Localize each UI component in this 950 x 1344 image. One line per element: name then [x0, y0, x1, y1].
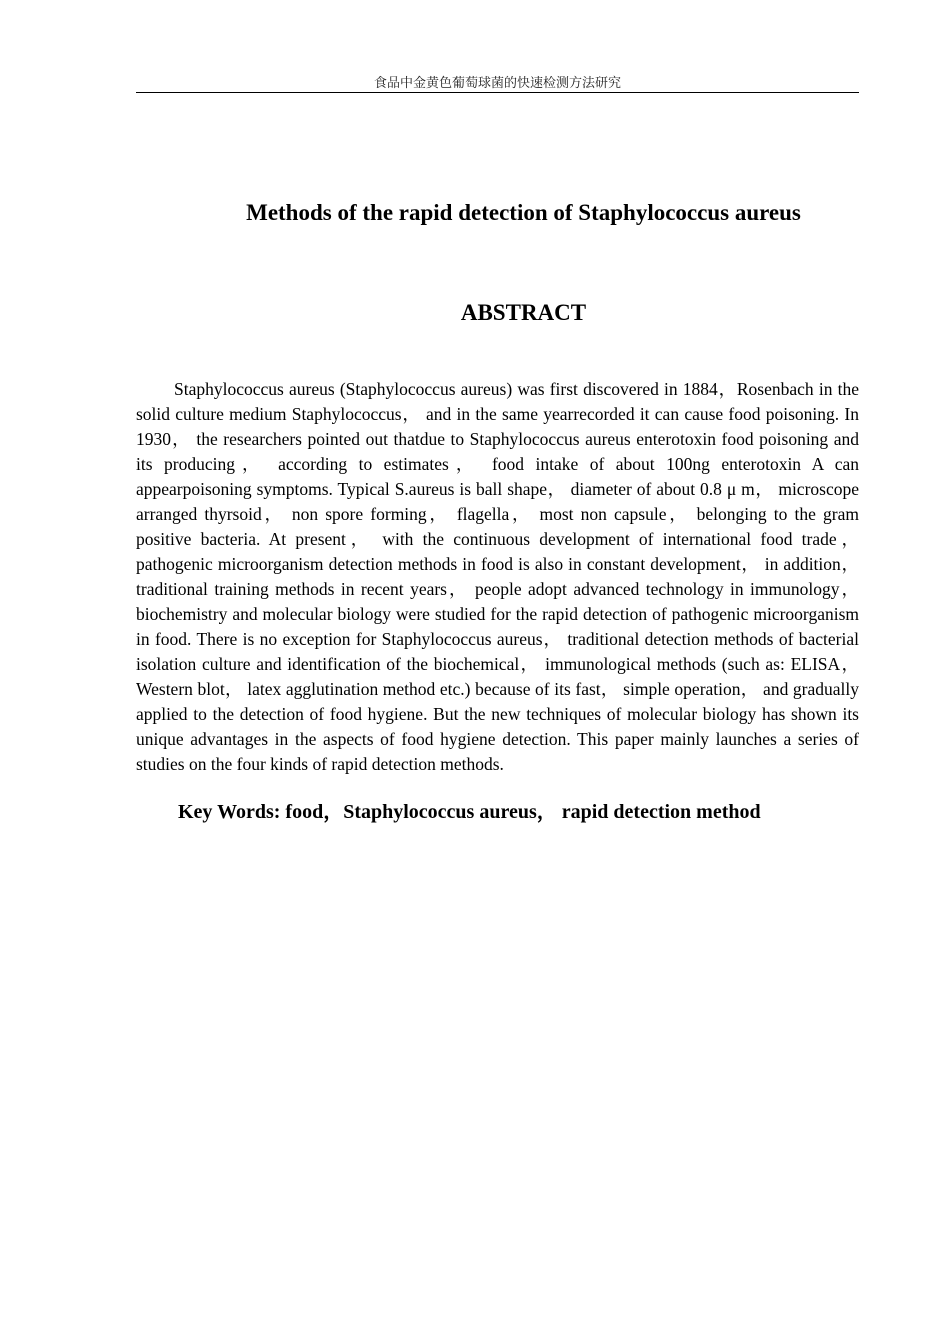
document-title: Methods of the rapid detection of Staphylococcus aureus	[246, 200, 801, 225]
abstract-paragraph: Staphylococcus aureus (Staphylococcus aureus) was first discovered in 1884，Rosenbach in the solid culture medium Staphylococcus， and in the same yearrecorded it can cause food poisoning. In 1930， the researchers pointed out thatdue to Staphylococcus aureus enterotoxin food poisoning and its producing， according to estimates， food intake of about 100ng enterotoxin A can appearpoisoning symptoms. Typical S.aureus is ball shape， diameter of about 0.8 μ m， microscope arranged thyrsoid， non spore forming， flagella， most non capsule， belonging to the gram positive bacteria. At present， with the continuous development of international food trade， pathogenic microorganism detection methods in food is also in constant development， in addition， traditional training methods in recent years， people adopt advanced technology in immunology， biochemistry and molecular biology were studied for the rapid detection of pathogenic microorganism in food. There is no exception for Staphylococcus aureus， traditional detection methods of bacterial isolation culture and identification of the biochemical， immunological methods (such as: ELISA，Western blot， latex agglutination method etc.) because of its fast， simple operation， and gradually applied to the detection of food hygiene. But the new techniques of molecular biology has shown its unique advantages in the aspects of food hygiene detection. This paper mainly launches a series of studies on the four kinds of rapid detection methods.	[136, 379, 859, 774]
running-header: 食品中金黄色葡萄球菌的快速检测方法研究	[373, 76, 621, 91]
abstract-heading: ABSTRACT	[460, 300, 587, 325]
header-divider	[136, 92, 859, 93]
keywords-line: Key Words: food，Staphylococcus aureus， rapid detection method	[178, 801, 761, 823]
